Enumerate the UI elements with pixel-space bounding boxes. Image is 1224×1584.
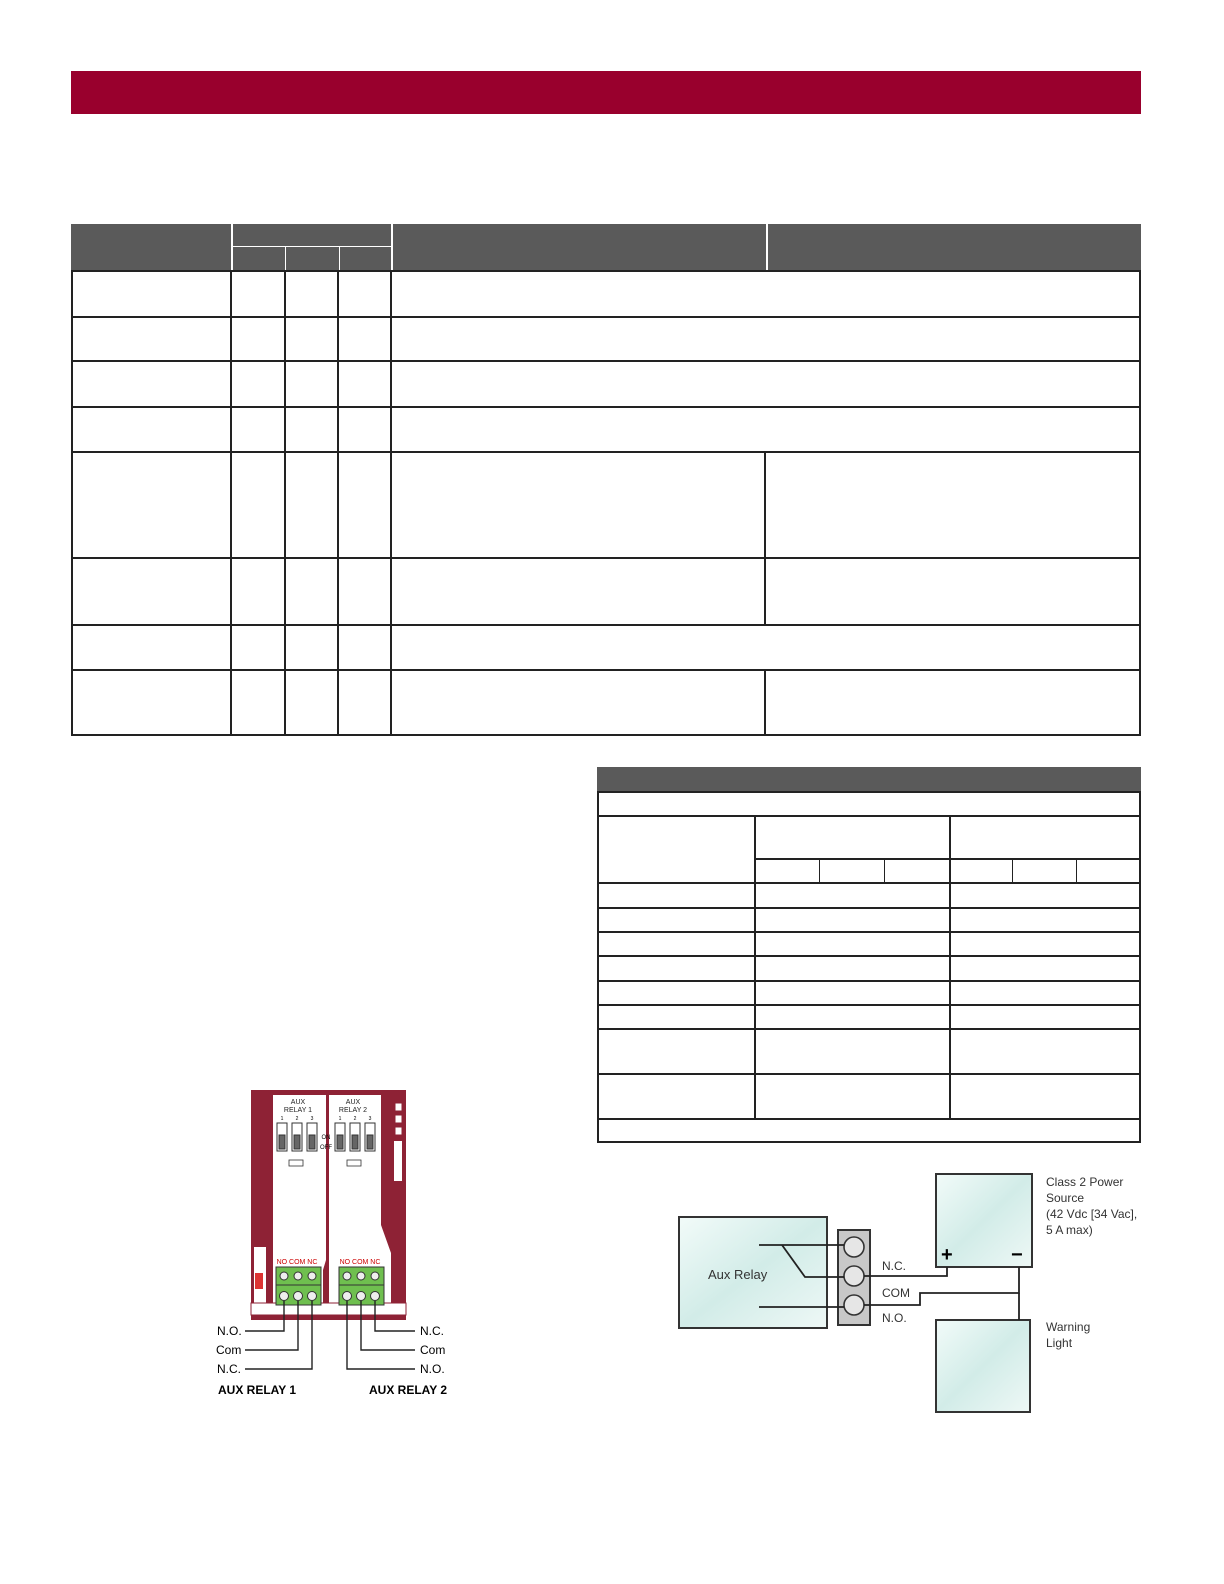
relay1-title-line2: RELAY 1: [283, 1107, 313, 1114]
relay2-terminal-header: NO COM NC: [339, 1259, 381, 1266]
relay2-title-line2: RELAY 2: [338, 1107, 368, 1114]
relay1-terminal-block: [276, 1267, 321, 1305]
power-source-line1: Class 2 Power: [1046, 1175, 1124, 1189]
relay2-switch-number: 1: [338, 1116, 342, 1122]
aux-relay-1-caption: AUX RELAY 1: [218, 1383, 297, 1397]
relay1-switch-number: 3: [310, 1116, 314, 1122]
warning-light-line1: Warning: [1046, 1320, 1091, 1334]
aux-relay-2-caption: AUX RELAY 2: [369, 1383, 448, 1397]
relay1-switch-number: 1: [280, 1116, 284, 1122]
relay2-switch-number: 2: [353, 1116, 357, 1122]
nc-terminal-label: N.C.: [882, 1259, 906, 1273]
relay2-terminal-block: [339, 1267, 384, 1305]
relay2-no-label: N.O.: [420, 1362, 445, 1376]
power-source-line4: 5 A max): [1046, 1223, 1093, 1237]
relay2-title-line1: AUX: [345, 1099, 361, 1106]
off-label: OFF: [320, 1145, 332, 1151]
no-terminal-label: N.O.: [882, 1311, 907, 1325]
ratings-table-header: [597, 767, 1141, 791]
com-terminal-label: COM: [882, 1286, 910, 1300]
relay1-no-label: N.O.: [217, 1324, 242, 1338]
warning-light-box: [936, 1320, 1030, 1412]
power-source-line3: (42 Vdc [34 Vac],: [1046, 1207, 1138, 1221]
section-header-banner: [71, 71, 1141, 114]
relay1-com-label: Com: [216, 1343, 242, 1357]
plus-sign: +: [941, 1244, 953, 1266]
relay1-switch-number: 2: [295, 1116, 299, 1122]
aux-relay-board-diagram: [205, 1085, 465, 1405]
relay1-nc-label: N.C.: [217, 1362, 241, 1376]
relay1-title-line1: AUX: [290, 1099, 306, 1106]
minus-sign: −: [1011, 1244, 1023, 1266]
relay2-nc-label: N.C.: [420, 1324, 444, 1338]
warning-light-line2: Light: [1046, 1336, 1073, 1350]
aux-relay-wiring-diagram: [670, 1165, 1150, 1420]
relay1-terminal-header: NO COM NC: [276, 1259, 318, 1266]
on-label: ON: [321, 1135, 331, 1141]
aux-relay-label: Aux Relay: [708, 1267, 768, 1282]
power-source-line2: Source: [1046, 1191, 1085, 1205]
relay2-com-label: Com: [420, 1343, 446, 1357]
relay1-dip-switches: [277, 1123, 317, 1151]
relay2-switch-number: 3: [368, 1116, 372, 1122]
relay2-dip-switches: [335, 1123, 375, 1151]
